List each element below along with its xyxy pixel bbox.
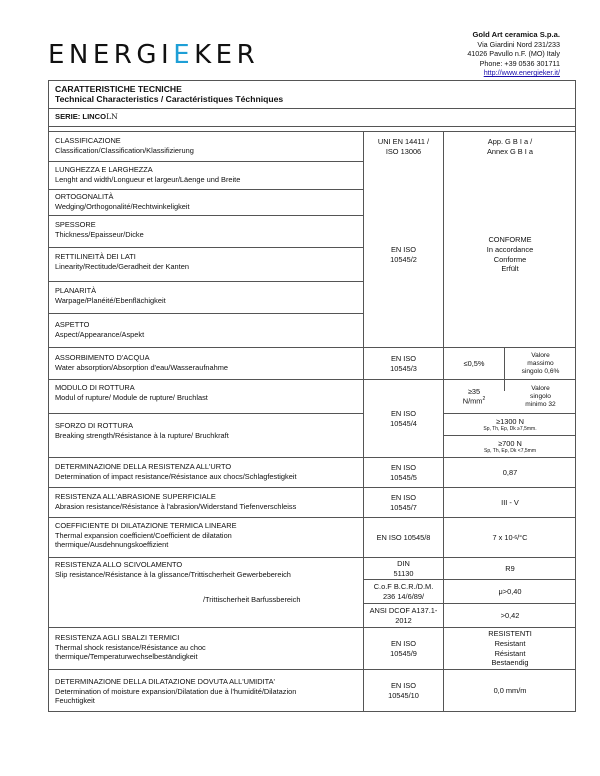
dilatazione-norm: EN ISO 10545/8: [376, 532, 431, 542]
row-planarita: PLANARITÀ Warpage/Planéité/Ebenflächigkeit: [55, 286, 166, 305]
assorbimento-norm: EN ISO 10545/3: [390, 353, 417, 373]
row-assorbimento: ASSORBIMENTO D'ACQUA Water absorption/Absorption d'eau/Wasseraufnahme: [55, 353, 228, 372]
energieker-logo: ENERGIEKER: [48, 40, 260, 70]
umidita-value: 0,0 mm/m: [493, 686, 527, 696]
row-dilatazione: COEFFICIENTE DI DILATAZIONE TERMICA LINEARE Thermal expansion coefficient/Coefficient de dilatation thermique/Ausdehnungskoeffizient: [55, 521, 237, 550]
abrasione-value: III - V: [501, 497, 519, 507]
company-website-link[interactable]: http://www.energieker.it/: [483, 68, 560, 77]
company-address: Via Giardini Nord 231/233: [477, 39, 560, 49]
row-umidita: DETERMINAZIONE DELLA DILATAZIONE DOVUTA ALL'UMIDITA' Determination of moisture expansion/Dilatation due à l'humidité/Dilatazion Feuchtigkeit: [55, 677, 297, 706]
sbalzi-norm: EN ISO 10545/9: [390, 638, 417, 658]
row-sforzo: SFORZO DI ROTTURA Breaking strength/Résistance à la rupture/ Bruchkraft: [55, 421, 229, 440]
dimensional-value: CONFORME In accordance Conforme Erfült: [486, 235, 534, 274]
sforzo-value-1: ≥1300 N Sp, Th, Ep, Dk ≥7,5mm.: [483, 416, 537, 433]
serie-row: SERIE: LINCOLN: [49, 109, 575, 127]
abrasione-norm: EN ISO 10545/7: [390, 492, 417, 512]
classificazione-value: App. G B I a / Annex G B I a: [486, 136, 533, 156]
table-subtitle: Technical Characteristics / Caractéristiques Téchniques: [55, 94, 284, 104]
row-rettilineita: RETTILINEITÀ DEI LATI Linearity/Rectitude/Geradheit der Kanten: [55, 252, 189, 271]
assorbimento-value: ≤0,5%: [463, 358, 485, 368]
table-header: [49, 81, 575, 109]
modulo-value: ≥35 $N/mm^2$: [462, 386, 486, 406]
row-scivolamento: RESISTENZA ALLO SCIVOLAMENTO Slip resistance/Résistance à la glissance/Trittischerheit Gewerbebereich: [55, 560, 291, 579]
dimensional-norm: EN ISO 10545/2: [390, 244, 417, 264]
scivolamento-barefoot-label: /Trittischerheit Barfussbereich: [203, 595, 301, 604]
dilatazione-value: 7 x 10 -6 /°C: [492, 532, 528, 542]
scivolamento-value-3: >0,42: [500, 610, 520, 620]
logo-accent-letter: E: [173, 40, 195, 70]
umidita-norm: EN ISO 10545/10: [388, 681, 419, 700]
row-classificazione: CLASSIFICAZIONE Classification/Classification/Klassifizierung: [55, 136, 194, 155]
assorbimento-note: Valore massimo singolo 0,6%: [521, 351, 560, 375]
company-city: 41026 Pavullo n.F. (MO) Italy: [467, 49, 560, 58]
scivolamento-norm-3: ANSI DCOF A137.1- 2012: [369, 605, 438, 625]
row-urto: DETERMINAZIONE DELLA RESISTENZA ALL'URTO Determination of impact resistance/Résistance aux chocs/Schlagfestigkeit: [55, 462, 297, 481]
row-ortogonalita: ORTOGONALITÀ Wedging/Orthogonalité/Rechtwinkeligkeit: [55, 192, 190, 211]
row-lunghezza: LUNGHEZZA E LARGHEZZA Lenght and width/Longueur et largeur/Läenge und Breite: [55, 165, 241, 184]
scivolamento-norm-2: C.o.F B.C.R./D.M. 236 14/6/89/: [373, 581, 434, 601]
urto-value: 0,87: [502, 467, 518, 477]
row-abrasione: RESISTENZA ALL'ABRASIONE SUPERFICIALE Abrasion resistance/Résistance à l'abrasion/Widerstand Tiefenverschleiss: [55, 492, 297, 511]
scivolamento-norm-1: DIN 51130: [393, 558, 414, 578]
classificazione-norm: UNI EN 14411 / ISO 13006: [377, 136, 430, 156]
company-phone: Phone: +39 0536 301711: [479, 58, 560, 68]
company-info: [467, 30, 560, 78]
urto-norm: EN ISO 10545/5: [390, 462, 417, 482]
company-name: Gold Art ceramica S.p.a.: [472, 30, 560, 39]
technical-table: [48, 80, 576, 712]
sforzo-value-2: ≥700 N Sp, Th, Ep, Dk <7,5mm: [483, 438, 536, 455]
row-spessore: SPESSORE Thickness/Epaisseur/Dicke: [55, 220, 144, 239]
row-sbalzi: RESISTENZA AGLI SBALZI TERMICI Thermal shock resistance/Résistance au choc thermique/Temperaturwechselbeständigkeit: [55, 633, 206, 662]
scivolamento-value-1: R9: [505, 563, 515, 573]
sbalzi-value: RESISTENTI Resistant Résistant Bestaendig: [488, 629, 532, 668]
rottura-norm: EN ISO 10545/4: [390, 408, 417, 428]
table-title: CARATTERISTICHE TECNICHE: [55, 84, 182, 94]
row-aspetto: ASPETTO Aspect/Appearance/Aspekt: [55, 320, 145, 339]
scivolamento-value-2: μ>0,40: [498, 586, 522, 596]
row-modulo: MODULO DI ROTTURA Modul of rupture/ Module de rupture/ Bruchlast: [55, 383, 208, 402]
modulo-note: Valore singolo minimo 32: [525, 384, 556, 408]
